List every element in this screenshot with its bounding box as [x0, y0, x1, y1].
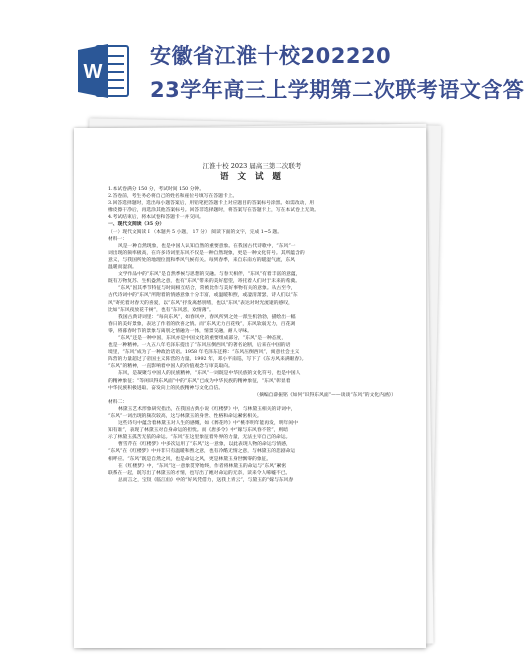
- document-text-line: 我国古典诗词里：“每向东风”，如春风中，春风所到之处一派生机勃勃，描绘出一幅: [118, 314, 296, 320]
- document-text-line: 示了林黛玉孤苦无依的命运。“东风”在这里象征着外界的力量，无法主宰自己的命运。: [108, 435, 291, 441]
- document-text-line: 古代诗词中的“东风”所附着的情感意象十分丰富，或温暖和煦，或凄清萧瑟，诗人们以“东: [108, 293, 298, 299]
- document-text-line: 比如“东风夜放花千树”，也有“东风恶，欢情薄”。: [108, 307, 214, 313]
- document-text-line: 4.考试结束后，将本试卷和答题卡一并交回。: [108, 215, 204, 221]
- document-text-line: 1.本试卷满分 150 分，考试时间 150 分钟。: [108, 187, 205, 192]
- document-text-line: 2.答卷前，考生务必将自己的姓名和座位号填写在答题卡上。: [108, 194, 238, 200]
- document-text-line: 橡皮擦干净后，再选涂其他答案标号。回答非选择题时，将答案写在答题卡上，写在本试卷上无效。: [108, 208, 320, 214]
- document-text-line: 林黛玉艺术形象研究指出，在我国古典小说《红楼梦》中，与林黛玉相关的诗词中，: [118, 406, 296, 412]
- document-text-line: 词出现的频率极高，在许多诗词里东风不仅是一种自然现象，更是一种文化符号。其所蕴含的: [108, 250, 305, 256]
- document-text-line: 的精神象征；“等闲识得东风面”中的“东风”已成为中华民族的精神象征，“东风”彰显着: [108, 378, 291, 384]
- document-text-line: 相呼应。“东风”既是自然之风，也是命运之风，更是林黛玉身世飘零的象征。: [108, 456, 272, 462]
- header: [0, 0, 524, 110]
- document-text-line: 文学作品中的“东风”是自然季候与思想的交融。与春天相伴，“东风”有着丰富的意蕴，: [118, 272, 301, 278]
- document-body: [108, 186, 396, 484]
- document-text-line: （一）现代文阅读 I （本题共 5 小题， 17 分） 阅读下面的文字，完成 1~5 题。: [108, 229, 283, 235]
- document-text-line: “东风”因其季节特征与时间相互结合，常被比作与美好事物有关的意象。从古至今，: [118, 286, 296, 292]
- document-page: [74, 128, 426, 648]
- document-text-line: 在《红楼梦》中，“东风”这一意象贯穿始终，作者将林黛玉的命运与“东风”紧密: [118, 463, 287, 469]
- document-preview[interactable]: [74, 128, 434, 648]
- svg-text:W: W: [83, 61, 103, 83]
- document-text-line: 春日的美好景象，表达了作者的欣喜之情。而“东风无力百花残”，东风软弱无力，百花凋: [108, 321, 296, 327]
- document-text-line: 阵营的力量超过了帝国主义阵营的力量。1992 年，邓小平南巡，写下了《东方风来满眼春》。: [108, 357, 307, 363]
- page-title-line-2: 23学年高三上学期第二次联考语文含答: [150, 78, 524, 102]
- document-text-line: 温暖而湿润。: [108, 265, 137, 271]
- document-text-line: “东风”一词出现的频次较高，这与林黛玉的身世、性格和命运紧密相关。: [108, 414, 262, 419]
- document-text-line: 风”寄托着对春天的喜爱，以“东风”抒发离愁别绪，也以“东风”表达对时光流逝的感叹，: [108, 300, 293, 306]
- document-text-line: 零，将暮春时节的景象与离别之情融为一体，情景交融，耐人寻味。: [108, 328, 252, 334]
- document-text-line: （摘编自薛振铭《如何“识得东风面”——谈谈“东风”的文化内涵》）: [254, 392, 396, 398]
- word-document-icon: [78, 42, 130, 100]
- document-text-line: 材料二：: [108, 399, 128, 405]
- document-text-line: 风是一种自然现象，也是中国人认知自然的重要意象。在我国古代诗歌中，“东风”一: [118, 243, 296, 249]
- document-text-line: 一、现代文阅读（35 分）: [108, 221, 165, 228]
- document-text-line: 中华民族积极进取、奋发向上的民族精神与文化自信。: [108, 385, 224, 391]
- document-text-line: 也是一种精神。一九五八年毛泽东提出了“东风压倒西风”的著名论断，后来在中国的语: [108, 343, 291, 349]
- document-text-line: 境里，“东风”成为了一种政治话语。1958 年毛泽东还称：“东风压倒西风”，寓意社会主义: [108, 350, 300, 356]
- document-text-line: “东风”还是一种中国，东风亦是中国文化的重要组成部分，“东风”是一种态度，: [118, 335, 287, 341]
- document-text-line: 总而言之，宝钗《临江仙》中的“好风凭借力，送我上青云”，与黛玉的“嫁与东风春: [118, 477, 294, 483]
- document-text-line: 既有万物复苏、生机盎然之意，也有“东风”带来的美好愿望，寄托着人们对于未来的希冀。: [108, 279, 300, 285]
- document-text-line: 东风，是凝聚与中国人的民族精神，“东风”一词既是中华民族的文化符号，也是中国人: [118, 371, 301, 377]
- document-text-line: 知有谁”，表现了林黛玉对自身命运的担忧。而《唐多令》中“嫁与东风春不管”，则暗: [108, 428, 289, 434]
- document-text-line: 曹雪芹在《红楼梦》中多次运用了“东风”这一意象，以此表现人物的命运与情感，: [118, 442, 291, 448]
- document-text-line: 意义，与我国所处的地理位置和季风气候有关。每到春季，来自东南方的暖湿气流，东风: [108, 257, 296, 263]
- page-title-line-1: 安徽省江淮十校202220: [150, 44, 392, 68]
- document-text-line: “东风”在《红楼梦》中并非只有温暖和煦之意，也有冷酷无情之意，与林黛玉的悲剧命运: [108, 449, 296, 455]
- document-text-line: 联系在一起，既写出了林黛玉的才情，也写出了她对命运的无奈，读来令人唏嘘不已。: [108, 470, 291, 476]
- subject-title: 语 文 试 题: [220, 172, 284, 182]
- exam-title: 江淮十校 2023 届高三第二次联考: [202, 162, 302, 170]
- document-text-line: 材料一：: [108, 236, 128, 242]
- document-text-line: 3.回答选择题时，选出每小题答案后，用铅笔把答题卡上对应题目的答案标号涂黑。如需改动，用: [108, 201, 315, 207]
- document-text-line: “东风”的精神，一直影响着中国人的价值观念与审美取向。: [108, 364, 233, 370]
- document-text-line: 这些诗句中蕴含着林黛玉对人生的感慨，如《葬花吟》中“桃李明年能再发，明年闺中: [118, 421, 298, 427]
